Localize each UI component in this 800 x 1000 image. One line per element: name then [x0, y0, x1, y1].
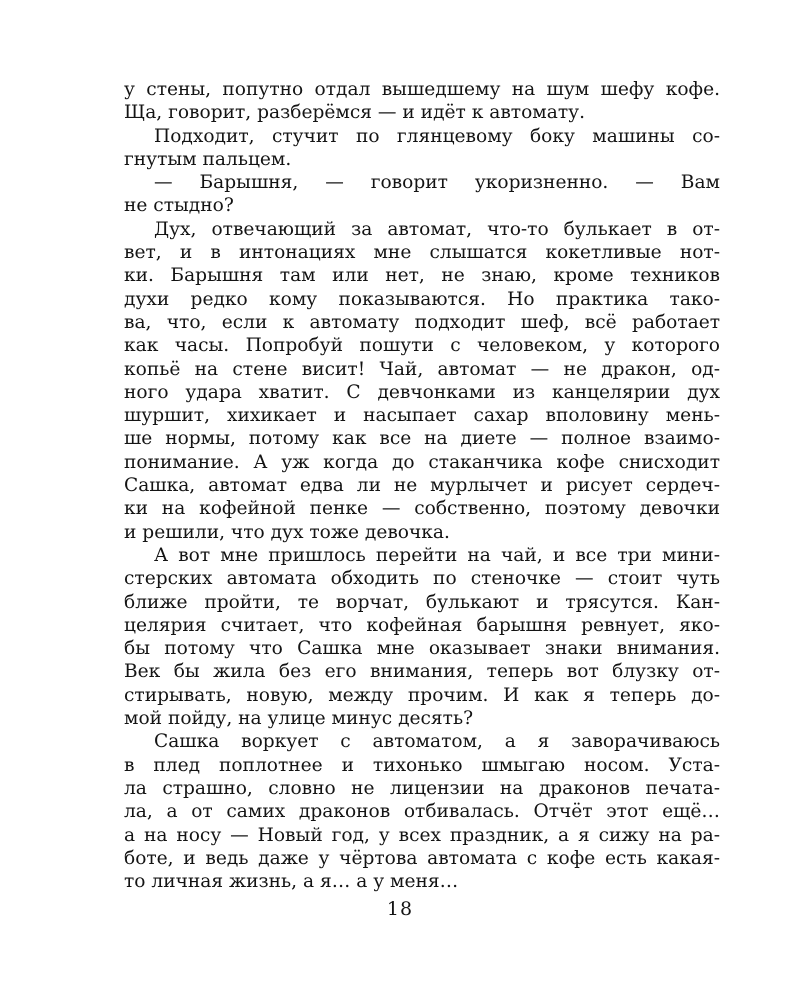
text-line: мой пойду, на улице минус десять? — [124, 708, 474, 730]
text-line: стерских автомата обходить по стеночке — стоит чуть — [124, 568, 720, 590]
text-line: целярия считает, что кофейная барышня ревнует, яко- — [124, 614, 720, 636]
text-line: копьё на стене висит! Чай, автомат — не дракон, од- — [124, 358, 720, 380]
text-line: духи редко кому показываются. Но практика тако- — [124, 288, 720, 310]
text-line: и решили, что дух тоже девочка. — [124, 521, 450, 543]
text-line: Дух, отвечающий за автомат, что-то булькает в от- — [154, 218, 720, 240]
text-line: Ща, говорит, разберёмся — и идёт к автомату. — [124, 102, 585, 124]
text-line: Сашка воркует с автоматом, а я заворачиваюсь — [154, 731, 720, 753]
text-line: а на носу — Новый год, у всех праздник, а я сижу на ра- — [124, 824, 720, 846]
text-line: ного удара хватит. С девчонками из канцелярии дух — [124, 381, 720, 403]
text-line: вет, и в интонациях мне слышатся кокетливые нот- — [124, 242, 720, 264]
text-line: боте, и ведь даже у чёртова автомата с кофе есть какая- — [124, 847, 720, 869]
page-number: 18 — [386, 898, 414, 920]
text-line: гнутым пальцем. — [124, 148, 292, 170]
text-line: ближе пройти, те ворчат, булькают и трясутся. Кан- — [124, 591, 720, 613]
text-line: Подходит, стучит по глянцевому боку машины со- — [154, 125, 720, 147]
text-line: стирывать, новую, между прочим. И как я теперь до- — [124, 684, 720, 706]
text-line: ла, а от самих драконов отбивалась. Отчёт этот ещё… — [124, 801, 720, 823]
text-line: ше нормы, потому как все на диете — полное взаимо- — [124, 428, 720, 450]
text-line: ва, что, если к автомату подходит шеф, всё работает — [124, 311, 720, 333]
text-line: как часы. Попробуй пошути с человеком, у которого — [124, 335, 720, 357]
text-line: то личная жизнь, а я… а у меня… — [124, 871, 459, 893]
text-line: бы потому что Сашка мне оказывает знаки внимания. — [124, 638, 720, 660]
text-line: ла страшно, словно не лицензии на драконов печата- — [124, 777, 720, 799]
text-line: понимание. А уж когда до стаканчика кофе снисходит — [124, 451, 720, 473]
book-page-text — [124, 78, 720, 893]
text-line: у стены, попутно отдал вышедшему на шум шефу кофе. — [124, 79, 720, 100]
text-line: — Барышня, — говорит укоризненно. — Вам — [154, 172, 720, 194]
text-line: Сашка, автомат едва ли не мурлычет и рисует сердеч- — [124, 475, 720, 497]
text-line: ки. Барышня там или нет, не знаю, кроме техников — [124, 265, 720, 287]
text-line: ки на кофейной пенке — собственно, поэтому девочки — [124, 498, 720, 520]
text-line: Век бы жила без его внимания, теперь вот блузку от- — [124, 661, 720, 683]
text-line: шуршит, хихикает и насыпает сахар вполовину мень- — [124, 405, 720, 427]
text-line: не стыдно? — [124, 195, 234, 217]
text-line: А вот мне пришлось перейти на чай, и все три мини- — [154, 544, 720, 566]
text-line: в плед поплотнее и тихонько шмыгаю носом. Уста- — [124, 754, 720, 776]
